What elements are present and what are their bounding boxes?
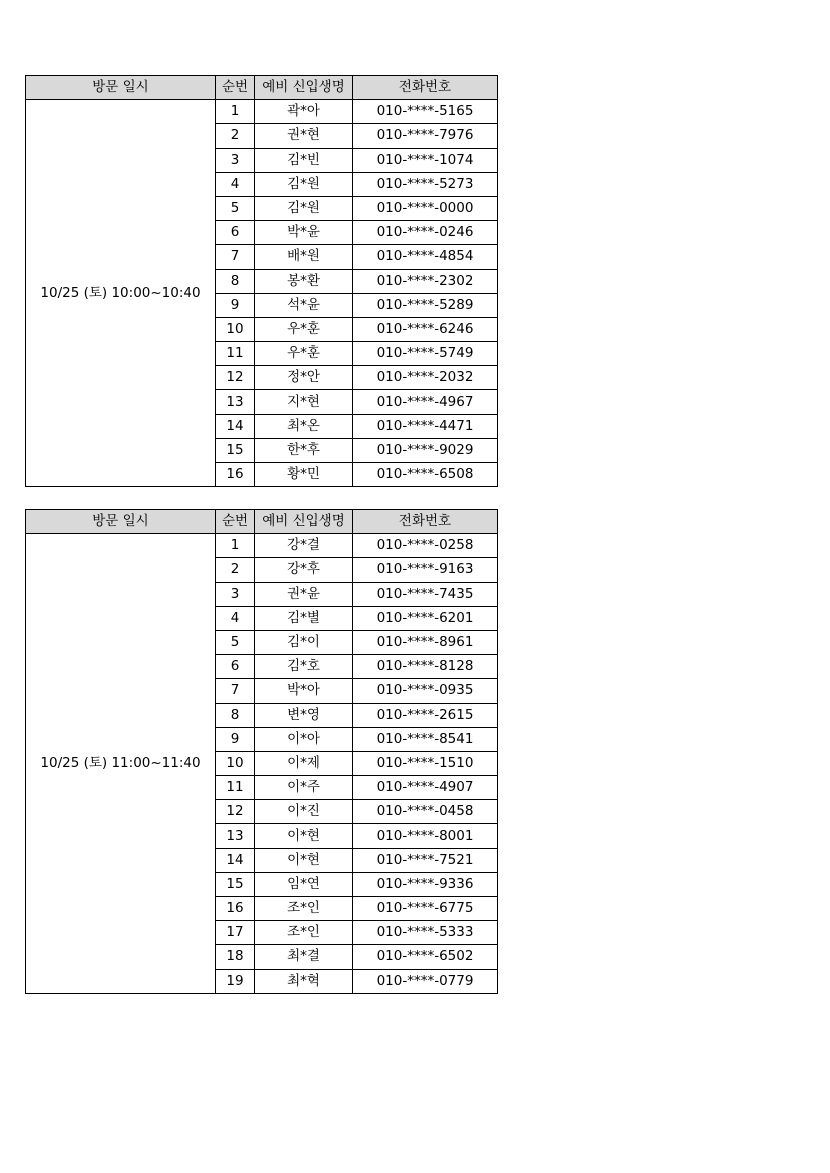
visit-schedule-table-1 <box>25 75 498 487</box>
phone-number-cell: 010-****-2032 <box>353 366 498 390</box>
row-number-cell: 3 <box>216 148 255 172</box>
student-name-cell: 최*결 <box>255 945 353 969</box>
row-number-cell: 11 <box>216 776 255 800</box>
row-number-cell: 15 <box>216 438 255 462</box>
student-name-cell: 이*제 <box>255 751 353 775</box>
table-header-row <box>26 510 498 534</box>
row-number-cell: 8 <box>216 703 255 727</box>
phone-number-cell: 010-****-5165 <box>353 100 498 124</box>
student-name-cell: 권*윤 <box>255 582 353 606</box>
phone-number-cell: 010-****-8128 <box>353 655 498 679</box>
phone-number-cell: 010-****-0246 <box>353 221 498 245</box>
row-number-cell: 19 <box>216 969 255 993</box>
row-number-cell: 4 <box>216 606 255 630</box>
phone-number-cell: 010-****-8961 <box>353 630 498 654</box>
header-number: 순번 <box>216 76 255 100</box>
header-number: 순번 <box>216 510 255 534</box>
row-number-cell: 7 <box>216 245 255 269</box>
row-number-cell: 17 <box>216 921 255 945</box>
row-number-cell: 1 <box>216 100 255 124</box>
phone-number-cell: 010-****-1074 <box>353 148 498 172</box>
student-name-cell: 석*윤 <box>255 293 353 317</box>
visit-schedule-table-2 <box>25 509 498 994</box>
row-number-cell: 15 <box>216 872 255 896</box>
row-number-cell: 7 <box>216 679 255 703</box>
student-name-cell: 박*윤 <box>255 221 353 245</box>
visit-datetime-cell: 10/25 (토) 10:00~10:40 <box>26 100 216 487</box>
phone-number-cell: 010-****-7435 <box>353 582 498 606</box>
row-number-cell: 14 <box>216 414 255 438</box>
student-name-cell: 이*현 <box>255 848 353 872</box>
student-name-cell: 최*혁 <box>255 969 353 993</box>
table-row <box>26 100 498 124</box>
student-name-cell: 곽*아 <box>255 100 353 124</box>
phone-number-cell: 010-****-0000 <box>353 196 498 220</box>
row-number-cell: 9 <box>216 727 255 751</box>
student-name-cell: 이*주 <box>255 776 353 800</box>
student-name-cell: 김*호 <box>255 655 353 679</box>
student-name-cell: 지*현 <box>255 390 353 414</box>
student-name-cell: 김*별 <box>255 606 353 630</box>
row-number-cell: 16 <box>216 897 255 921</box>
phone-number-cell: 010-****-5289 <box>353 293 498 317</box>
phone-number-cell: 010-****-0458 <box>353 800 498 824</box>
visit-datetime-cell: 10/25 (토) 11:00~11:40 <box>26 534 216 994</box>
row-number-cell: 13 <box>216 390 255 414</box>
student-name-cell: 우*훈 <box>255 317 353 341</box>
phone-number-cell: 010-****-5749 <box>353 342 498 366</box>
phone-number-cell: 010-****-7976 <box>353 124 498 148</box>
student-name-cell: 김*빈 <box>255 148 353 172</box>
phone-number-cell: 010-****-9163 <box>353 558 498 582</box>
row-number-cell: 1 <box>216 534 255 558</box>
row-number-cell: 3 <box>216 582 255 606</box>
row-number-cell: 6 <box>216 655 255 679</box>
header-phone: 전화번호 <box>353 510 498 534</box>
student-name-cell: 변*영 <box>255 703 353 727</box>
row-number-cell: 9 <box>216 293 255 317</box>
student-name-cell: 김*이 <box>255 630 353 654</box>
phone-number-cell: 010-****-8001 <box>353 824 498 848</box>
student-name-cell: 정*안 <box>255 366 353 390</box>
row-number-cell: 12 <box>216 366 255 390</box>
student-name-cell: 한*후 <box>255 438 353 462</box>
student-name-cell: 이*진 <box>255 800 353 824</box>
row-number-cell: 2 <box>216 124 255 148</box>
student-name-cell: 김*원 <box>255 196 353 220</box>
row-number-cell: 12 <box>216 800 255 824</box>
phone-number-cell: 010-****-0935 <box>353 679 498 703</box>
row-number-cell: 13 <box>216 824 255 848</box>
student-name-cell: 이*아 <box>255 727 353 751</box>
phone-number-cell: 010-****-6775 <box>353 897 498 921</box>
row-number-cell: 2 <box>216 558 255 582</box>
row-number-cell: 5 <box>216 196 255 220</box>
row-number-cell: 14 <box>216 848 255 872</box>
phone-number-cell: 010-****-6246 <box>353 317 498 341</box>
phone-number-cell: 010-****-8541 <box>353 727 498 751</box>
student-name-cell: 강*후 <box>255 558 353 582</box>
student-name-cell: 우*훈 <box>255 342 353 366</box>
row-number-cell: 10 <box>216 751 255 775</box>
phone-number-cell: 010-****-0258 <box>353 534 498 558</box>
header-phone: 전화번호 <box>353 76 498 100</box>
phone-number-cell: 010-****-5333 <box>353 921 498 945</box>
phone-number-cell: 010-****-4967 <box>353 390 498 414</box>
phone-number-cell: 010-****-4471 <box>353 414 498 438</box>
student-name-cell: 최*온 <box>255 414 353 438</box>
phone-number-cell: 010-****-7521 <box>353 848 498 872</box>
phone-number-cell: 010-****-0779 <box>353 969 498 993</box>
phone-number-cell: 010-****-4907 <box>353 776 498 800</box>
phone-number-cell: 010-****-6508 <box>353 463 498 487</box>
row-number-cell: 6 <box>216 221 255 245</box>
student-name-cell: 임*연 <box>255 872 353 896</box>
phone-number-cell: 010-****-5273 <box>353 172 498 196</box>
row-number-cell: 8 <box>216 269 255 293</box>
student-name-cell: 김*원 <box>255 172 353 196</box>
student-name-cell: 배*원 <box>255 245 353 269</box>
student-name-cell: 조*인 <box>255 897 353 921</box>
phone-number-cell: 010-****-1510 <box>353 751 498 775</box>
phone-number-cell: 010-****-6201 <box>353 606 498 630</box>
phone-number-cell: 010-****-4854 <box>353 245 498 269</box>
student-name-cell: 봉*환 <box>255 269 353 293</box>
phone-number-cell: 010-****-6502 <box>353 945 498 969</box>
student-name-cell: 박*아 <box>255 679 353 703</box>
student-name-cell: 권*현 <box>255 124 353 148</box>
phone-number-cell: 010-****-2302 <box>353 269 498 293</box>
table-row <box>26 534 498 558</box>
row-number-cell: 18 <box>216 945 255 969</box>
row-number-cell: 16 <box>216 463 255 487</box>
header-visit-datetime: 방문 일시 <box>26 510 216 534</box>
row-number-cell: 5 <box>216 630 255 654</box>
student-name-cell: 조*인 <box>255 921 353 945</box>
student-name-cell: 이*현 <box>255 824 353 848</box>
header-student-name: 예비 신입생명 <box>255 76 353 100</box>
phone-number-cell: 010-****-2615 <box>353 703 498 727</box>
table-header-row <box>26 76 498 100</box>
phone-number-cell: 010-****-9336 <box>353 872 498 896</box>
student-name-cell: 강*결 <box>255 534 353 558</box>
header-visit-datetime: 방문 일시 <box>26 76 216 100</box>
student-name-cell: 황*민 <box>255 463 353 487</box>
row-number-cell: 10 <box>216 317 255 341</box>
phone-number-cell: 010-****-9029 <box>353 438 498 462</box>
row-number-cell: 11 <box>216 342 255 366</box>
row-number-cell: 4 <box>216 172 255 196</box>
header-student-name: 예비 신입생명 <box>255 510 353 534</box>
